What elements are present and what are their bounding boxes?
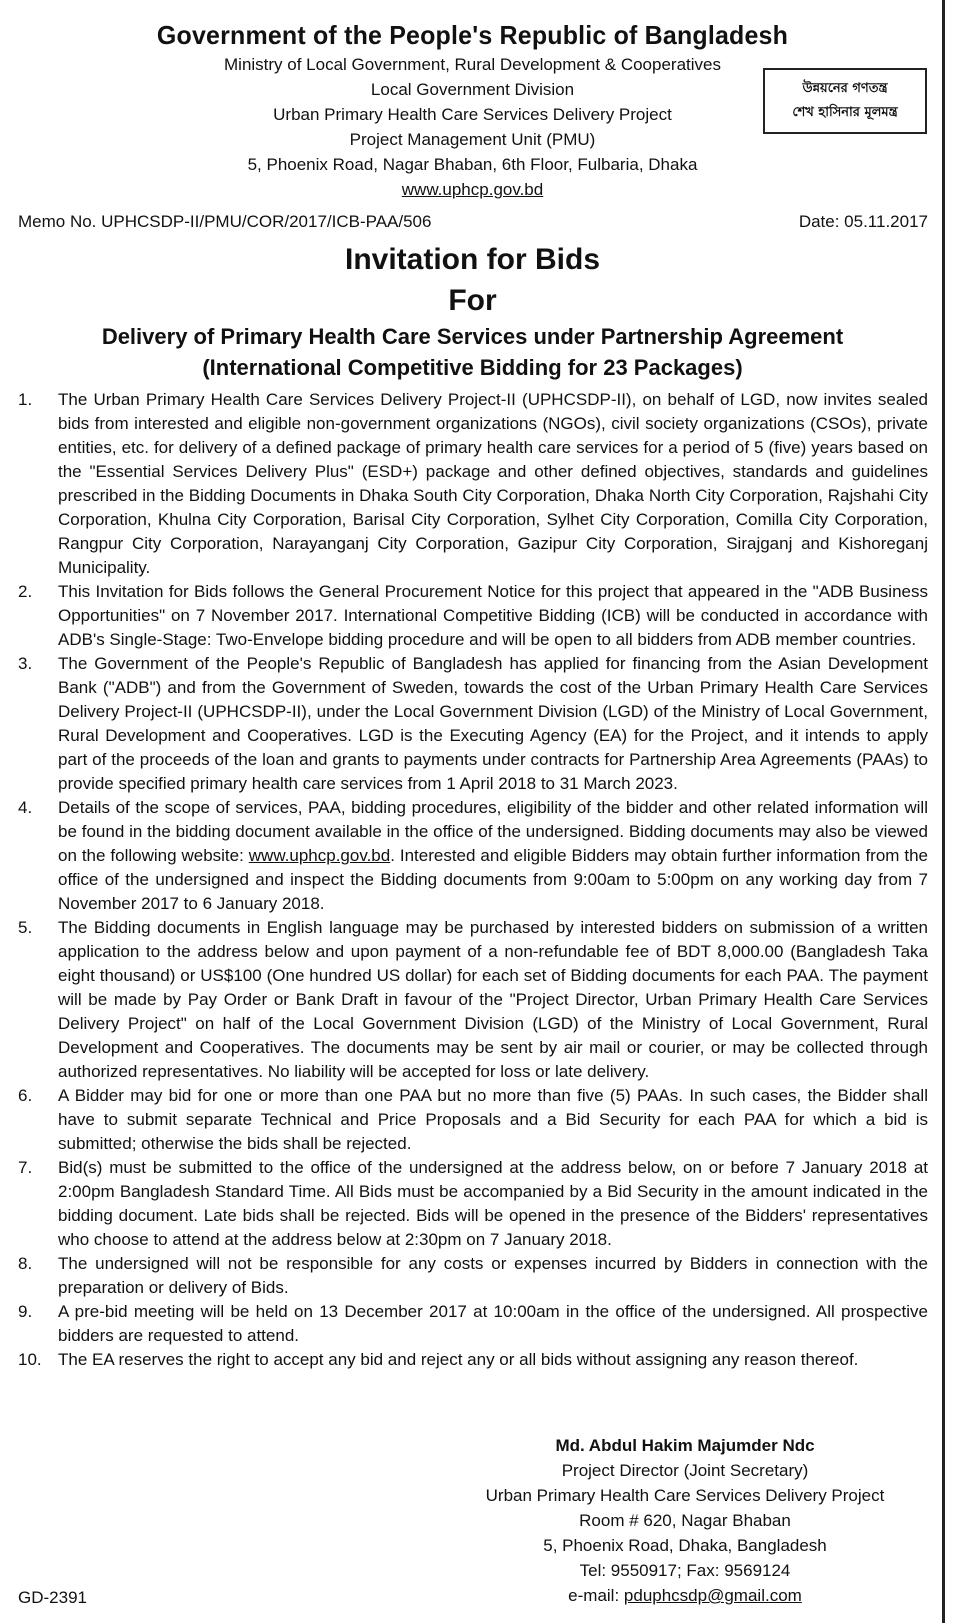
memo-number: Memo No. UPHCSDP-II/PMU/COR/2017/ICB-PAA/506 <box>18 212 432 231</box>
item-number: 2. <box>18 582 33 601</box>
item-text: The Urban Primary Health Care Services Delivery Project-II (UPHCSDP-II), on behalf of LGD, now invites sealed bids from interested and eligible non-government organizations (NGOs), civil society organizations (CSOs), private entities, etc. for delivery of a defined package of primary health care services for a period of 5 (five) years based on the "Essential Services Delivery Plus" (ESD+) package and other defined objectives, standards and guidelines prescribed in the Bidding Documents in Dhaka South City Corporation, Dhaka North City Corporation, Rajshahi City Corporation, Khulna City Corporation, Barisal City Corporation, Sylhet City Corporation, Comilla City Corporation, Rangpur City Corporation, Narayanganj City Corporation, Gazipur City Corporation, Sirajganj and Kishoreganj Municipality. <box>58 390 928 577</box>
item-number: 5. <box>18 918 33 937</box>
signature-block <box>460 1433 910 1608</box>
list-item <box>18 1156 928 1252</box>
office-address: 5, Phoenix Road, Nagar Bhaban, 6th Floor, Fulbaria, Dhaka <box>247 155 698 174</box>
list-item <box>18 1252 928 1300</box>
website-link[interactable]: www.uphcp.gov.bd <box>248 846 391 865</box>
signatory-room: Room # 620, Nagar Bhaban <box>579 1511 791 1530</box>
item-text: This Invitation for Bids follows the General Procurement Notice for this project that appeared in the "ADB Business Opportunities" on 7 November 2017. International Competitive Bidding (ICB) will be conducted in accordance with ADB's Single-Stage: Two-Envelope bidding procedure and will be open to all bidders from ADB member countries. <box>58 582 928 649</box>
item-text: The undersigned will not be responsible for any costs or expenses incurred by Bidders in connection with the preparation or delivery of Bids. <box>58 1254 928 1297</box>
list-item <box>18 1300 928 1348</box>
notice-bidding-type: (International Competitive Bidding for 23 Packages) <box>202 355 743 380</box>
signatory-phone: Tel: 9550917; Fax: 9569124 <box>579 1561 791 1580</box>
signatory-project: Urban Primary Health Care Services Delivery Project <box>485 1486 885 1505</box>
unit-name: Project Management Unit (PMU) <box>349 130 596 149</box>
signatory-address: 5, Phoenix Road, Dhaka, Bangladesh <box>543 1536 827 1555</box>
memo-row <box>18 210 928 234</box>
motto-line-1: উন্নয়নের গণতন্ত্র <box>802 81 888 96</box>
list-item <box>18 1348 928 1372</box>
item-text: The Government of the People's Republic of Bangladesh has applied for financing from the Asian Development Bank ("ADB") and from the Government of Sweden, towards the cost of the Urban Primary Health Care Services Delivery Project-II (UPHCSDP-II), under the Local Government Division (LGD) of the Ministry of Local Government, Rural Development and Cooperatives. LGD is the Executing Agency (EA) for the Project, and it intends to apply part of the proceeds of the loan and grants to payments under contracts for Partnership Area Agreements (PAAs) to provide specified primary health care services from 1 April 2018 to 31 March 2023. <box>58 654 928 793</box>
memo-date: Date: 05.11.2017 <box>798 212 928 231</box>
email-link[interactable]: pduphcsdp@gmail.com <box>623 1586 802 1605</box>
motto-line-2: শেখ হাসিনার মূলমন্ত্র <box>792 105 898 120</box>
item-number: 10. <box>18 1350 42 1369</box>
website-link[interactable]: www.uphcp.gov.bd <box>401 180 544 199</box>
ministry-name: Ministry of Local Government, Rural Development & Cooperatives <box>224 55 721 74</box>
item-number: 6. <box>18 1086 33 1105</box>
email-label: e-mail: <box>568 1586 624 1605</box>
list-item <box>18 916 928 1084</box>
list-item <box>18 580 928 652</box>
signatory-title: Project Director (Joint Secretary) <box>561 1461 809 1480</box>
notice-items <box>18 388 928 1372</box>
list-item <box>18 1084 928 1156</box>
notice-title: Invitation for Bids <box>345 243 600 276</box>
item-text: The Bidding documents in English language may be purchased by interested bidders on submission of a written application to the address below and upon payment of a non-refundable fee of BDT 8,000.00 (Bangladesh Taka eight thousand) or US$100 (One hundred US dollar) for each set of Bidding documents for each PAA. The payment will be made by Pay Order or Bank Draft in favour of the "Project Director, Urban Primary Health Care Services Delivery Project" on half of the Local Government Division (LGD) of the Ministry of Local Government, Rural Development and Cooperatives. The documents may be sent by air mail or courier, or may be collected through authorized representatives. No liability will be accepted for loss or late delivery. <box>58 918 928 1081</box>
motto-box <box>763 68 927 134</box>
item-number: 8. <box>18 1254 33 1273</box>
item-text <box>58 798 928 913</box>
item-text-before: Details of the scope of services, PAA, bidding procedures, eligibility of the bidder and other related information will be found in the bidding document available in the office of the undersigned. Bidding documents may also be viewed on the following website: <box>58 798 928 865</box>
project-name: Urban Primary Health Care Services Delivery Project <box>273 105 672 124</box>
item-number: 1. <box>18 390 33 409</box>
list-item <box>18 796 928 916</box>
reference-code: GD-2391 <box>18 1588 87 1607</box>
item-text: A pre-bid meeting will be held on 13 December 2017 at 10:00am in the office of the undersigned. All prospective bidders are requested to attend. <box>58 1302 928 1345</box>
division-name: Local Government Division <box>370 80 575 99</box>
item-number: 3. <box>18 654 33 673</box>
list-item <box>18 388 928 580</box>
list-item <box>18 652 928 796</box>
item-text: The EA reserves the right to accept any bid and reject any or all bids without assigning any reason thereof. <box>58 1350 859 1369</box>
item-number: 4. <box>18 798 33 817</box>
signatory-email-row <box>460 1583 910 1608</box>
item-text: A Bidder may bid for one or more than one PAA but no more than five (5) PAAs. In such cases, the Bidder shall have to submit separate Technical and Price Proposals and a Bid Security for each PAA for which a bid is submitted; otherwise the bids shall be rejected. <box>58 1086 928 1153</box>
item-text: Bid(s) must be submitted to the office of the undersigned at the address below, on or before 7 January 2018 at 2:00pm Bangladesh Standard Time. All Bids must be accompanied by a Bid Security in the amount indicated in the bidding document. Late bids shall be rejected. Bids will be opened in the presence of the Bidders' representatives who choose to attend at the address below at 2:30pm on 7 January 2018. <box>58 1158 928 1249</box>
item-number: 7. <box>18 1158 33 1177</box>
notice-for: For <box>448 284 497 317</box>
notice-titles <box>0 239 945 383</box>
item-number: 9. <box>18 1302 33 1321</box>
government-title: Government of the People's Republic of Bangladesh <box>156 20 789 50</box>
notice-subject: Delivery of Primary Health Care Services under Partnership Agreement <box>101 324 844 349</box>
signatory-name: Md. Abdul Hakim Majumder Ndc <box>555 1436 815 1455</box>
item-text-after: . Interested and eligible Bidders may obtain further information from the office of the undersigned and inspect the Bidding documents from 9:00am to 5:00pm on any working day from 7 November 2017 to 6 January 2018. <box>58 846 928 913</box>
